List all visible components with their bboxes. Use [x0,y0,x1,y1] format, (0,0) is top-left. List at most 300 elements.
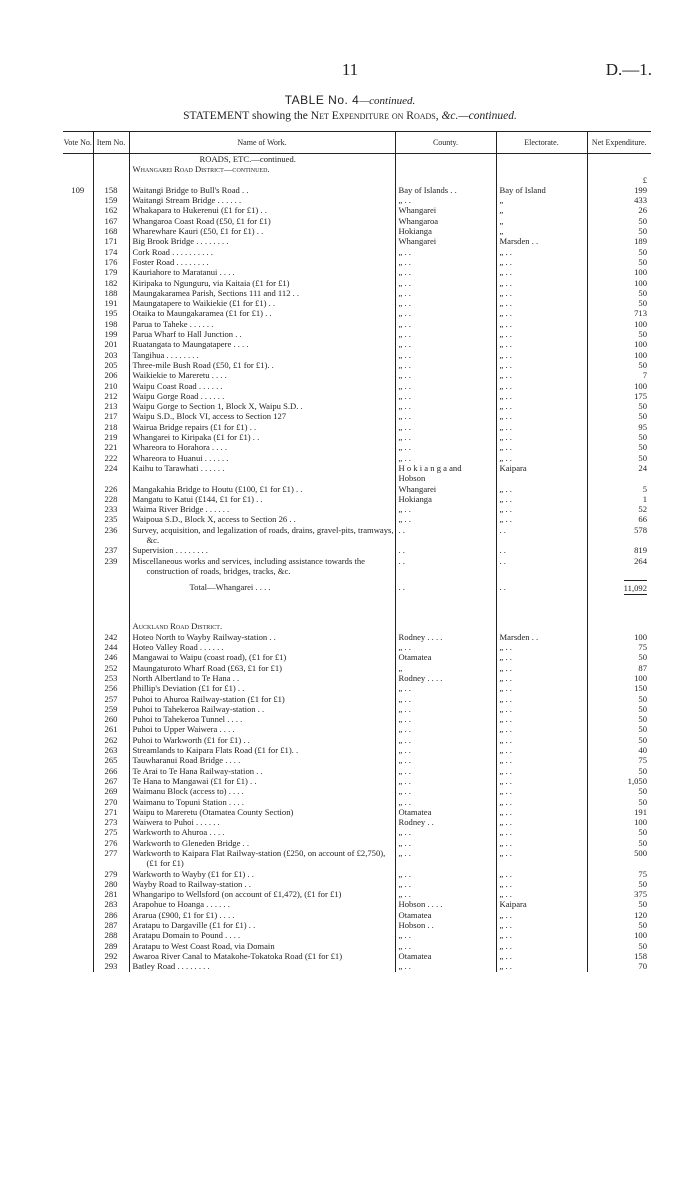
item-no-cell [93,185,129,195]
item-no-cell-text: 179 [104,267,118,278]
electorate-cell [496,951,587,961]
net-expenditure-cell-text: 87 [638,662,647,673]
table-row [63,683,651,693]
electorate-cell-text: „ . . [499,308,512,319]
item-no-cell-text: 218 [104,421,118,432]
county-cell [395,786,496,796]
county-cell-text: „ . . [398,848,411,858]
county-cell [395,494,496,504]
net-expenditure-cell [587,494,651,504]
electorate-cell-text: „ . . [499,442,512,453]
item-no-cell-text: 276 [104,837,118,848]
table-row [63,735,651,745]
header-county: County. [395,132,496,154]
item-no-cell [93,869,129,879]
vote-no-cell [63,755,93,765]
net-expenditure-cell-text: 100 [634,930,647,941]
electorate-cell-text: „ . . [499,745,512,756]
item-no-cell [93,545,129,555]
net-expenditure-cell-text: 50 [638,786,647,797]
county-cell [395,869,496,879]
net-expenditure-cell-text: 50 [638,693,647,704]
item-no-cell-text: 271 [104,806,118,817]
electorate-cell-text: „ . . [499,287,512,298]
county-cell [395,735,496,745]
net-expenditure-cell [587,195,651,205]
net-expenditure-cell-text: 819 [634,545,647,556]
name-of-work-cell-text: Te Arai to Te Hana Railway-station . . [132,765,263,776]
county-cell-text: „ . . [398,796,411,807]
electorate-cell [496,621,587,631]
total-label [129,576,395,595]
vote-cell [63,621,93,631]
electorate-cell [496,889,587,899]
electorate-cell [496,247,587,257]
county-cell-text: H o k i a n g a and [398,462,462,473]
item-no-cell [93,442,129,452]
table-row [63,694,651,704]
name-of-work-cell-text: North Albertland to Te Hana . . [132,672,240,683]
name-of-work-cell-text: Puhoi to Upper Waiwera . . . . [132,724,235,735]
net-expenditure-cell [587,786,651,796]
spacer-cell [395,595,496,603]
vote-no-cell [63,432,93,442]
item-no-cell [93,257,129,267]
item-no-cell-text: 256 [104,683,118,694]
net-expenditure-cell [587,525,651,546]
name-of-work-cell [129,807,395,817]
electorate-cell-text: „ . . [499,493,512,504]
net-expenditure-cell [587,350,651,360]
net-expenditure-cell [587,514,651,524]
statement-prefix: STATEMENT [183,110,250,122]
name-of-work-cell [129,797,395,807]
net-expenditure-cell-text: 158 [634,950,647,961]
district-heading-row [63,164,651,174]
county-cell-text: „ . . [398,308,411,319]
electorate-cell [496,484,587,494]
table-row [63,889,651,899]
item-no-cell-text: 206 [104,370,118,381]
spacer-cell [395,603,496,621]
table-row [63,391,651,401]
name-of-work-cell-text: Wairua Bridge repairs (£1 for £1) . . [132,421,257,432]
electorate-cell [496,236,587,246]
vote-no-cell [63,807,93,817]
net-expenditure-cell [587,175,651,185]
vote-no-cell [63,381,93,391]
net-expenditure-cell [587,797,651,807]
item-no-cell [93,401,129,411]
vote-no-cell [63,827,93,837]
electorate-cell-text: „ [499,226,504,237]
net-expenditure-cell [587,504,651,514]
county-cell [395,463,496,473]
net-expenditure-cell [587,714,651,724]
county-cell-text: . . [398,524,405,535]
item-no-cell-text: 289 [104,940,118,951]
county-cell [395,642,496,652]
item-no-cell-text: 226 [104,483,118,494]
name-of-work-cell-text: Waitangi Bridge to Bull's Road . . [132,184,249,195]
electorate-cell [496,766,587,776]
name-of-work-cell-text: Maungatapere to Waikiekie (£1 for £1) . . [132,298,276,309]
amount-cell [587,621,651,631]
electorate-cell [496,683,587,693]
county-cell [395,745,496,755]
name-of-work-cell-text: Puhoi to Warkworth (£1 for £1) . . [132,734,250,745]
net-expenditure-cell-text: 50 [638,652,647,663]
net-expenditure-cell-text: 50 [638,920,647,931]
electorate-cell-text: „ . . [499,514,512,525]
net-expenditure-cell [587,484,651,494]
net-expenditure-cell [587,308,651,318]
item-no-cell [93,473,129,483]
item-no-cell-text: 293 [104,961,118,972]
table-row [63,879,651,889]
name-of-work-cell [129,642,395,652]
net-expenditure-cell [587,463,651,473]
net-expenditure-cell-text: 500 [634,848,647,858]
net-expenditure-cell-text: 50 [638,796,647,807]
table-title [0,93,700,107]
name-of-work-cell-text: Whangarei to Kiripaka (£1 for £1) . . [132,432,260,443]
item-no-cell-text: 262 [104,734,118,745]
table-row [63,484,651,494]
electorate-cell-text: Kaipara [499,462,527,473]
net-expenditure-cell [587,652,651,662]
item-no-cell [93,755,129,765]
item-no-cell [93,247,129,257]
net-expenditure-cell-text: 100 [634,631,647,642]
electorate-cell [496,848,587,869]
item-no-cell [93,735,129,745]
county-cell-text: „ . . [398,359,411,370]
county-cell-text: „ . . [398,318,411,329]
electorate-cell-text: . . [499,545,506,556]
electorate-cell-text: „ . . [499,432,512,443]
county-cell-text: „ [398,662,403,673]
name-of-work-cell [129,930,395,940]
electorate-cell-text: „ . . [499,806,512,817]
name-of-work-cell-text: Warkworth to Gleneden Bridge . . [132,837,249,848]
vote-no-cell [63,652,93,662]
electorate-cell [496,175,587,185]
item-cell [93,621,129,631]
electorate-cell [496,556,587,577]
name-of-work-cell-text: Puhoi to Ahuroa Railway-station (£1 for £1) [132,693,285,704]
vote-no-cell [63,838,93,848]
name-of-work-cell [129,298,395,308]
item-no-cell-text: 267 [104,775,118,786]
item-no-cell-text: 246 [104,652,118,663]
county-cell-text: „ . . [398,734,411,745]
net-expenditure-cell [587,288,651,298]
item-no-cell [93,899,129,909]
net-expenditure-cell-text: 5 [642,483,647,494]
county-cell [395,766,496,776]
name-of-work-cell [129,432,395,442]
item-no-cell-text: 222 [104,452,118,463]
electorate-cell-text: . . [499,524,506,535]
electorate-cell [496,391,587,401]
county-cell [395,288,496,298]
item-no-cell [93,889,129,899]
county-cell-text: Otamatea [398,806,432,817]
statement-caps: Net Expenditure on Roads, [310,110,439,122]
county-cell [395,484,496,494]
net-expenditure-cell-text: 191 [634,806,647,817]
item-no-cell [93,797,129,807]
county-cell [395,673,496,683]
electorate-cell [496,869,587,879]
table-row [63,370,651,380]
county-cell [395,422,496,432]
section-heading [129,154,395,165]
name-of-work-cell-text: Puhoi to Tahekeroa Tunnel . . . . [132,714,243,725]
name-of-work-cell-text: Parua to Taheke . . . . . . [132,318,214,329]
table-row [63,848,651,869]
name-of-work-cell-text: Maungaturoto Wharf Road (£63, £1 for £1) [132,662,282,673]
table-row [63,329,651,339]
table-row [63,941,651,951]
electorate-cell [496,401,587,411]
item-no-cell-text: 253 [104,672,118,683]
name-of-work-cell [129,879,395,889]
electorate-cell [496,514,587,524]
net-expenditure-cell [587,755,651,765]
county-cell [395,652,496,662]
electorate-cell-text: „ . . [499,329,512,340]
item-no-cell-text: 263 [104,745,118,756]
county-cell-text: Whangarei [398,205,437,216]
item-no-cell [93,673,129,683]
electorate-cell [496,735,587,745]
name-of-work-cell [129,920,395,930]
name-of-work-cell [129,838,395,848]
name-of-work-cell-text: Waitangi Stream Bridge . . . . . . [132,195,242,206]
item-no-cell-text: 288 [104,930,118,941]
table-row [63,257,651,267]
header-name-of-work: Name of Work. [129,132,395,154]
spacer-cell [63,595,93,603]
vote-no-cell [63,484,93,494]
name-of-work-cell-text: Kiripaka to Ngunguru, via Kaitaia (£1 for £1) [132,277,290,288]
vote-no-cell [63,195,93,205]
county-cell-text: Hokianga [398,226,432,237]
net-expenditure-cell-text: 100 [634,267,647,278]
net-expenditure-cell-text: 50 [638,215,647,226]
net-expenditure-cell [587,673,651,683]
name-of-work-cell [129,827,395,837]
table-row [63,910,651,920]
item-no-cell-text: 277 [104,848,118,858]
vote-no-cell [63,920,93,930]
item-no-cell-text: 168 [104,226,118,237]
item-no-cell [93,216,129,226]
item-no-cell [93,411,129,421]
county-cell-text: „ . . [398,683,411,694]
table-row [63,236,651,246]
county-cell-text: „ . . [398,452,411,463]
county-cell-text: „ . . [398,693,411,704]
spacer-cell [587,603,651,621]
net-expenditure-cell [587,848,651,869]
table-row [63,411,651,421]
county-cell-text: . . [398,582,405,593]
item-no-cell [93,827,129,837]
item-no-cell [93,652,129,662]
county-cell [395,360,496,370]
vote-no-cell [63,339,93,349]
table-row [63,504,651,514]
county-cell-text: Otamatea [398,950,432,961]
electorate-cell [496,154,587,165]
item-no-cell [93,930,129,940]
electorate-cell-text: . . [499,555,506,566]
electorate-cell-text: „ . . [499,401,512,412]
county-cell [395,391,496,401]
name-of-work-cell [129,961,395,971]
electorate-cell [496,652,587,662]
net-expenditure-cell-text: 50 [638,899,647,910]
item-no-cell-text: 195 [104,308,118,319]
county-cell [395,556,496,577]
statement-end: &c.—continued. [441,110,517,122]
net-expenditure-cell-text: 100 [634,277,647,288]
county-cell [395,755,496,765]
vote-no-cell [63,889,93,899]
net-expenditure-cell-text: 50 [638,442,647,453]
net-expenditure-cell-text: 175 [634,390,647,401]
electorate-cell [496,473,587,483]
table-row [63,673,651,683]
name-of-work-cell [129,910,395,920]
county-cell-text: „ . . [398,775,411,786]
net-expenditure-cell [587,247,651,257]
item-no-cell-text: 233 [104,504,118,515]
net-expenditure-cell [587,236,651,246]
county-cell [395,267,496,277]
item-no-cell-text: 242 [104,631,118,642]
county-cell [395,694,496,704]
item-no-cell [93,195,129,205]
table-title-suffix: —continued. [359,95,416,107]
table-row [63,453,651,463]
net-expenditure-cell-text: 50 [638,837,647,848]
county-cell [395,714,496,724]
net-expenditure-cell-text: 50 [638,827,647,838]
net-expenditure-cell-text: 100 [634,380,647,391]
vote-no-cell [63,278,93,288]
name-of-work-cell [129,766,395,776]
page-number: 11 [341,60,359,79]
name-of-work-cell-text: Mangatu to Katui (£144, £1 for £1) . . [132,493,263,504]
net-expenditure-cell-text: 50 [638,359,647,370]
table-row [63,185,651,195]
name-of-work-cell [129,714,395,724]
electorate-cell-text: „ . . [499,349,512,360]
table-title-main: TABLE No. 4 [284,93,360,107]
electorate-cell-text: „ . . [499,359,512,370]
county-cell [395,195,496,205]
county-cell-text: Hokianga [398,493,432,504]
electorate-cell [496,642,587,652]
item-no-cell-text: 287 [104,920,118,931]
electorate-cell [496,817,587,827]
item-no-cell [93,920,129,930]
name-of-work-cell [129,411,395,421]
county-cell-text: „ . . [398,703,411,714]
spacer-cell [587,595,651,603]
net-expenditure-cell [587,360,651,370]
vote-no-cell [63,673,93,683]
name-of-work-cell [129,745,395,755]
item-no-cell [93,175,129,185]
vote-no-cell [63,226,93,236]
item-no-cell [93,339,129,349]
electorate-cell-text: „ . . [499,775,512,786]
table-row [63,745,651,755]
electorate-cell-text: „ . . [499,930,512,941]
item-no-cell [93,319,129,329]
net-expenditure-cell [587,205,651,215]
vote-no-cell [63,175,93,185]
net-expenditure-cell-text: 189 [634,236,647,247]
net-expenditure-cell-text: 75 [638,868,647,879]
name-of-work-cell [129,525,395,546]
name-of-work-cell-text: Waimanu to Topuni Station . . . . [132,796,244,807]
electorate-cell [496,329,587,339]
vote-no-cell [63,494,93,504]
name-of-work-cell-text: Tauwharanui Road Bridge . . . . [132,755,241,766]
item-no-cell [93,422,129,432]
item-no-cell-text: 281 [104,889,118,900]
table-row [63,463,651,473]
electorate-cell [496,185,587,195]
net-expenditure-cell-text: 24 [638,462,647,473]
vote-no-cell [63,504,93,514]
net-expenditure-cell [587,776,651,786]
electorate-cell-text: Kaipara [499,899,527,910]
name-of-work-cell [129,329,395,339]
county-cell-text: „ . . [398,287,411,298]
county-cell [395,621,496,631]
table-row [63,401,651,411]
county-cell-text: „ . . [398,642,411,653]
net-expenditure-cell [587,807,651,817]
electorate-cell-text: „ . . [499,339,512,350]
electorate-cell-text: „ . . [499,961,512,972]
vote-no-cell [63,298,93,308]
county-cell [395,827,496,837]
item-no-cell [93,714,129,724]
electorate-cell-text: „ . . [499,380,512,391]
net-expenditure-cell-text: 50 [638,256,647,267]
net-expenditure-cell-text: 50 [638,287,647,298]
county-cell [395,879,496,889]
table-row [63,288,651,298]
vote-no-cell [63,704,93,714]
vote-no-cell [63,247,93,257]
vote-no-cell [63,797,93,807]
table-row [63,951,651,961]
item-no-cell-text: 212 [104,390,118,401]
vote-no-cell [63,683,93,693]
county-cell [395,776,496,786]
table-row [63,226,651,236]
name-of-work-cell [129,694,395,704]
